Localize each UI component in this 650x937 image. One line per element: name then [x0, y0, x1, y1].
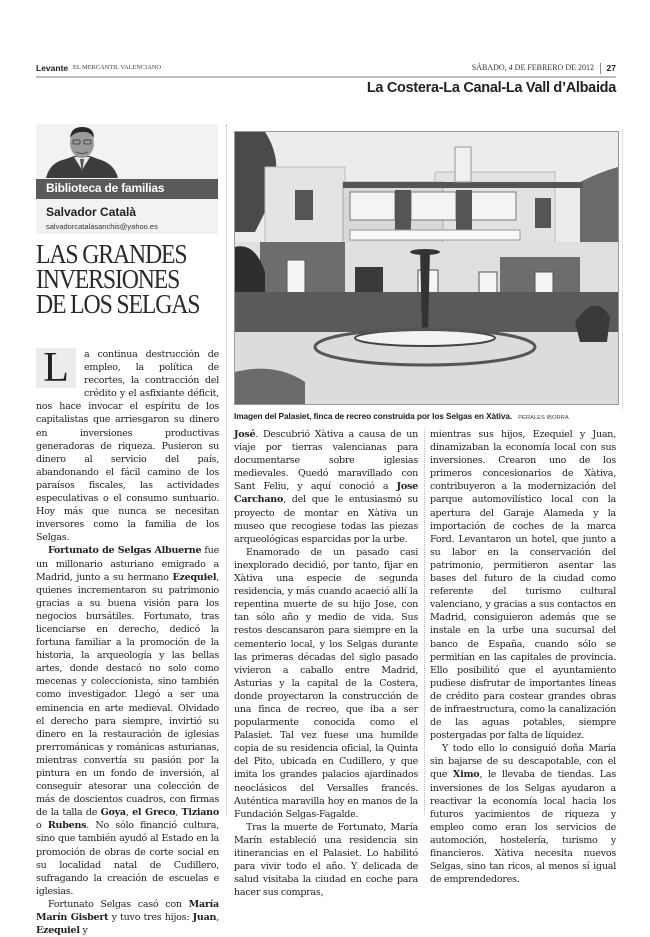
bold-name: Fortunato de Selgas Albuerne: [48, 545, 202, 557]
article-column-2: [234, 428, 418, 899]
paragraph: [234, 428, 418, 546]
paragraph-text: y tuvo tres hijos:: [108, 912, 193, 924]
column-banner: [36, 179, 218, 199]
masthead: [36, 63, 616, 75]
bold-name: Tiziano: [181, 807, 219, 819]
paragraph-text: a continua destrucción de empleo, la política de recortes, la contracción del crédito y el asfixiante déficit, nos hace invocar el espíritu de los capitalistas que arriesgaron su dinero en inversiones productivas generadoras de riqueza. Pusieron su dinero al servicio del país, abandonando el fácil camino de los paraísos fiscales, las actividades especulativas o el consumo suntuario. Hoy más que nunca se necesitan inversores como la familia de los Selgas.: [36, 349, 219, 544]
paper-name: Levante: [36, 63, 69, 73]
publication-date: SÁBADO, 4 DE FEBRERO DE 2012: [471, 63, 594, 72]
bold-name: Ezequiel: [172, 571, 217, 583]
column-rule: [622, 130, 623, 410]
article-column-3: [430, 428, 616, 886]
paragraph: [36, 544, 219, 898]
photo-palasiet: [234, 131, 619, 405]
author-photo: [44, 126, 118, 178]
author-name: Salvador Català: [46, 205, 137, 219]
caption-text: Imagen del Palasiet, finca de recreo construida por los Selgas en Xàtiva.: [234, 411, 513, 421]
paragraph-text: . Descubrió Xàtiva a causa de un viaje por tierras valencianas para documentarse sobre iglesias medievales. Quedó maravillado con Sant Feliu, y aquí conoció a: [234, 429, 418, 493]
paragraph-text: . No sólo financió cultura, sino que también ayudó al Estado en la promoción de obras de corte social en su localidad natal de Cudillero, sufragando la creación de escuelas e iglesias.: [36, 820, 219, 897]
paragraph-text: Y todo ello lo consiguió doña María sin bajarse de su descapotable, con el que: [430, 743, 616, 781]
bold-name: Rubens: [47, 820, 87, 832]
byline-box: [36, 124, 218, 234]
headline-line: INVERSIONES: [36, 264, 180, 294]
headline-line: DE LOS SELGAS: [36, 289, 200, 319]
column-name: Biblioteca de familias: [46, 181, 165, 195]
column-rule: [424, 430, 425, 815]
column-rule: [226, 125, 227, 815]
paragraph-text: fue un millonario asturiano emigrado a Madrid, junto a su hermano: [36, 545, 219, 583]
photo-caption: [234, 406, 624, 424]
paragraph-text: , quienes incrementaron su patrimonio gracias a su buena visión para los negocios bursátiles. Fortunato, tras licenciarse en derecho, dedicó la fortuna familiar a la promoción de la historia, la arqueología y las bellas artes, donde destacó no solo como mecenas y coleccionista, sino también como investigador. Llegó a ser una eminencia en arte medieval. Olvidado el derecho para siempre, invirtió su dinero en la restauración de iglesias prerrománicas y románicas asturianas, mientras convertía su pasión por la pintura en un fondo de inversión, al conseguir atesorar una colección de más de doscientos cuadros, con firmas de la talla de: [36, 571, 219, 819]
masthead-rule: [36, 76, 616, 78]
paragraph-text: ,: [125, 807, 133, 819]
page-number: 27: [606, 63, 616, 73]
bold-name: María Marín Gisbert: [36, 898, 219, 924]
paragraph: Enamorado de un pasado casi inexplorado decidió, por tanto, fijar en Xàtiva una especie de segunda residencia, y más cuando acaeció allí la repentina muerte de su hijo Jose, con tan sólo año y medio de vida. Sus restos descansaron para siempre en la cementerio local, y los Selgas durante las primeras décadas del siglo pasado vivieron a caballo entre Madrid, Asturias y la capital de la Costera, donde proyectaron la construcción de una finca de recreo, que iba a ser popularmente conocida como el Palasiet. Tal vez fuese una humilde copia de su residencia oficial, la Quinta del Pito, ubicada en Cudillero, y que imita los grandes palacios ajardinados neoclásicos del Versalles francés. Auténtica maravilla hoy en manos de la Fundación Selgas-Fagalde.: [234, 546, 418, 820]
photo-credit: PERALES IBORRA: [518, 415, 569, 421]
bold-name: Jose Carchano: [234, 481, 418, 506]
bold-name: Ximo: [452, 769, 480, 781]
section-title: La Costera-La Canal-La Vall d’Albaida: [366, 80, 616, 96]
article-column-1: [36, 345, 219, 937]
paragraph: [36, 345, 219, 544]
dropcap: L: [36, 348, 76, 388]
paragraph: [430, 742, 616, 886]
author-email[interactable]: salvadorcatalasanchis@yahoo.es: [46, 222, 158, 231]
paragraph: [36, 898, 219, 937]
bold-name: José: [234, 429, 256, 440]
paragraph-text: ,: [175, 807, 182, 819]
paragraph-text: Fortunato Selgas casó con: [48, 898, 189, 910]
paragraph-text: y: [79, 925, 88, 937]
bold-name: Goya: [100, 807, 126, 819]
paragraph-text: , del que le entusiasmó su proyecto de montar en Xàtiva un museo que recogiese todas las piezas arqueológicas esparcidas por la urbe.: [234, 494, 418, 545]
page-number-divider: [600, 63, 601, 74]
paragraph-text: o: [36, 820, 48, 832]
bold-name: Juan: [192, 912, 217, 924]
paper-subtitle: EL MERCANTIL VALENCIANO: [73, 64, 161, 71]
bold-name: el Greco: [132, 807, 176, 819]
paragraph-text: ,: [216, 912, 219, 924]
headline: [36, 239, 203, 319]
bold-name: Ezequiel: [36, 925, 80, 937]
paragraph: Tras la muerte de Fortunato, María Marín estableció una residencia sin itinerancias en el Palasiet. Lo habilitó para vivir todo el año. Y delicada de salud visitaba la ciudad en coche para hacer sus compras,: [234, 821, 418, 899]
paragraph-text: , le llevaba de tiendas. Las inversiones de los Selgas ayudaron a reactivar la economía local hacia los futuros yacimientos de riqueza y empleo como eran los servicios de automoción, hostelería, turismo y financieros. Xàtiva necesita nuevos Selgas, sino tan ricos, al menos sí igual de emprendedores.: [430, 769, 616, 886]
headline-line: LAS GRANDES: [36, 239, 187, 269]
paragraph: mientras sus hijos, Ezequiel y Juan, dinamizaban la economía local con sus inversiones. Crearon uno de los primeros concesionarios de Xàtiva, contribuyeron a la modernización del parque automovilístico local con la apertura del Garaje Alameda y la importación de coches de la marca Ford. Levantaron un hotel, que junto a su labor en la conservación del patrimonio, permitieron asentar las bases del futuro de la ciudad como referente del turismo cultural valenciano, y gracias a sus contactos en Madrid, consiguieron además que se instale en la urbe una sucursal del banco de España, cuando sólo se permitían en las capitales de provincia. Ello posibilitó que el ayuntamiento pudiese disfrutar de importantes líneas de crédito para costear grandes obras de infraestructura, como la canalización de las aguas potables, siempre postergadas por falta de líquidez.: [430, 429, 616, 742]
